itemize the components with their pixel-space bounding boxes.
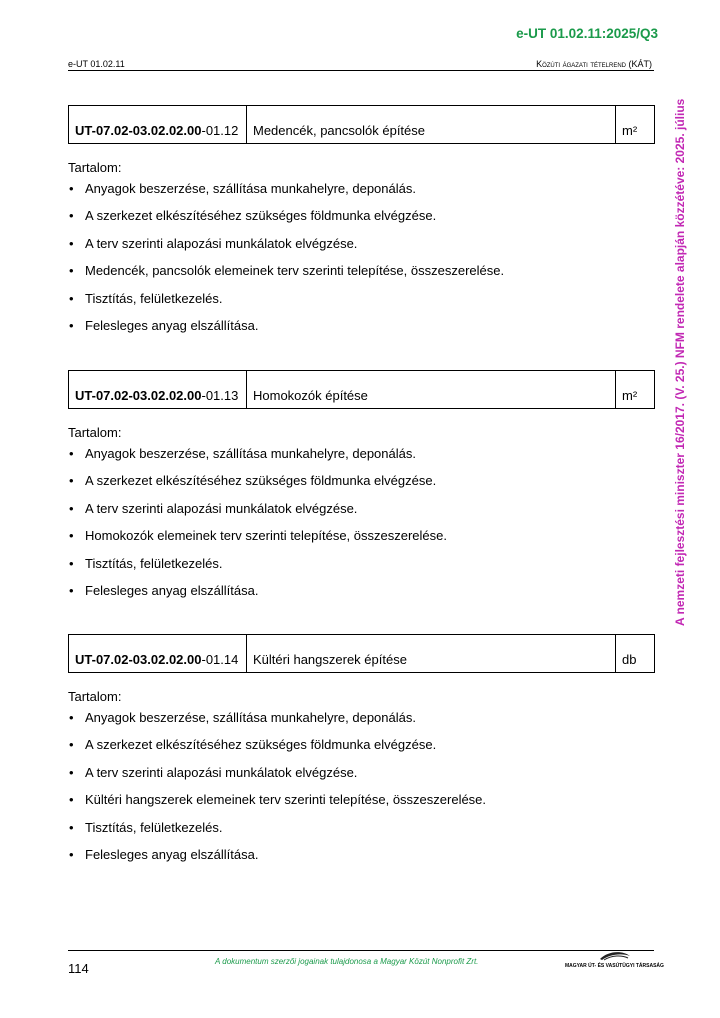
item-code-main: UT-07.02-03.02.02.00 <box>75 388 202 403</box>
content-label: Tartalom: <box>68 689 122 704</box>
item-code-suffix: -01.14 <box>201 652 239 667</box>
header-right: Közúti ágazati tételrend (KÁT) <box>536 59 652 69</box>
item-unit: m² <box>616 106 655 144</box>
document-code: e-UT 01.02.11:2025/Q3 <box>516 26 658 41</box>
list-item: • Anyagok beszerzése, szállítása munkahelyre, deponálás. <box>68 175 655 202</box>
item-title: Kültéri hangszerek építése <box>247 635 616 673</box>
item-code <box>69 106 247 144</box>
item-code <box>69 371 247 409</box>
item-title: Medencék, pancsolók építése <box>247 106 616 144</box>
item-section-2 <box>68 370 655 604</box>
list-item: • A szerkezet elkészítéséhez szükséges földmunka elvégzése. <box>68 467 655 494</box>
header-left: e-UT 01.02.11 <box>68 59 125 69</box>
organization-logo-text: MAGYAR ÚT- ÉS VASÚTÜGYI TÁRSASÁG <box>565 963 664 969</box>
list-item: • A szerkezet elkészítéséhez szükséges földmunka elvégzése. <box>68 731 655 758</box>
item-code-suffix: -01.13 <box>201 388 239 403</box>
page-number: 114 <box>68 961 89 976</box>
list-item: • A terv szerinti alapozási munkálatok elvégzése. <box>68 495 655 522</box>
content-list <box>68 175 655 339</box>
item-code-suffix: -01.12 <box>201 123 239 138</box>
list-item: • Tisztítás, felületkezelés. <box>68 814 655 841</box>
list-item: • Kültéri hangszerek elemeinek terv szerinti telepítése, összeszerelése. <box>68 786 655 813</box>
list-item: • Anyagok beszerzése, szállítása munkahelyre, deponálás. <box>68 440 655 467</box>
header-divider <box>68 70 654 71</box>
item-code-main: UT-07.02-03.02.02.00 <box>75 123 202 138</box>
list-item: • Felesleges anyag elszállítása. <box>68 841 655 868</box>
side-publication-note: A nemzeti fejlesztési miniszter 16/2017. (V. 25.) NFM rendelete alapján közzétéve: 2025. július <box>673 98 687 626</box>
item-section-3 <box>68 634 655 868</box>
item-header-table <box>68 370 655 409</box>
content-label: Tartalom: <box>68 425 122 440</box>
list-item: • Felesleges anyag elszállítása. <box>68 312 655 339</box>
item-code <box>69 635 247 673</box>
list-item: • Anyagok beszerzése, szállítása munkahelyre, deponálás. <box>68 704 655 731</box>
content-label: Tartalom: <box>68 160 122 175</box>
item-unit: db <box>616 635 655 673</box>
item-code-main: UT-07.02-03.02.02.00 <box>75 652 202 667</box>
item-unit: m² <box>616 371 655 409</box>
list-item: • A terv szerinti alapozási munkálatok elvégzése. <box>68 759 655 786</box>
item-title: Homokozók építése <box>247 371 616 409</box>
list-item: • Tisztítás, felületkezelés. <box>68 285 655 312</box>
item-section-1 <box>68 105 655 339</box>
list-item: • A terv szerinti alapozási munkálatok elvégzése. <box>68 230 655 257</box>
list-item: • Felesleges anyag elszállítása. <box>68 577 655 604</box>
content-list <box>68 440 655 604</box>
list-item: • Tisztítás, felületkezelés. <box>68 550 655 577</box>
list-item: • A szerkezet elkészítéséhez szükséges földmunka elvégzése. <box>68 202 655 229</box>
list-item: • Homokozók elemeinek terv szerinti telepítése, összeszerelése. <box>68 522 655 549</box>
footer-copyright: A dokumentum szerzői jogainak tulajdonosa a Magyar Közút Nonprofit Zrt. <box>215 957 479 966</box>
item-header-table <box>68 634 655 673</box>
content-list <box>68 704 655 868</box>
list-item: • Medencék, pancsolók elemeinek terv szerinti telepítése, összeszerelése. <box>68 257 655 284</box>
item-header-table <box>68 105 655 144</box>
